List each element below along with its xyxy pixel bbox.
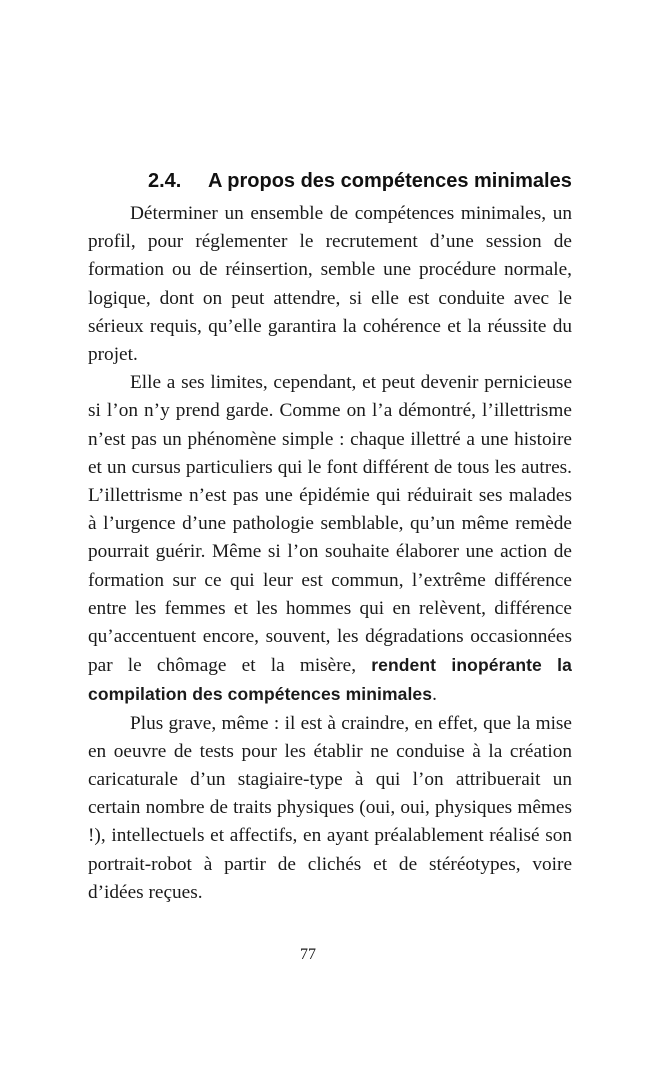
paragraph-1: Déterminer un ensemble de compétences minimales, un profil, pour réglementer le recrutement d’une session de formation ou de réinsertion, semble une procédure normale, logique, dont on peut attendre, si elle est conduite avec le sérieux requis, qu’elle garantira la cohérence et la réussite du projet. <box>88 203 572 366</box>
paragraph-3: Plus grave, même : il est à craindre, en effet, que la mise en oeuvre de tests pour les établir ne conduise à la création caricaturale d’un stagiaire-type à qui l’on attribuerait un certain nombre de traits physiques (oui, oui, physiques mêmes !), intellectuels et affectifs, en ayant préalablement réalisé son portrait-robot à partir de clichés et de stéréotypes, voire d’idées reçues. <box>88 712 572 903</box>
paragraph-2-end: . <box>432 684 437 706</box>
section-heading <box>148 168 578 194</box>
section-title: A propos des compétences minimales <box>208 169 572 192</box>
paragraph-2-bold-text: rendent inopérante la compilation des compétences minimales <box>88 655 572 705</box>
section-number: 2.4. <box>148 169 182 192</box>
paragraph-2-text: Elle a ses limites, cependant, et peut devenir pernicieuse si l’on n’y prend garde. Comme on l’a démontré, l’illettrisme n’est pas un phénomène simple : chaque illettré a une histoire et un cursus particuliers qui le font différent de tous les autres. L’illettrisme n’est pas une épidémie qui réduirait ses malades à l’urgence d’une pathologie semblable, qu’un même remède pourrait guérir. Même si l’on souhaite élaborer une action de formation sur ce qui leur est commun, l’extrême différence entre les femmes et les hommes qui en relèvent, différence qu’accentuent encore, souvent, les dégradations occasionnées par le chômage et la misère, <box>88 372 572 677</box>
body-text <box>88 200 572 907</box>
paragraph-2 <box>88 369 572 709</box>
page-number: 77 <box>300 946 316 963</box>
